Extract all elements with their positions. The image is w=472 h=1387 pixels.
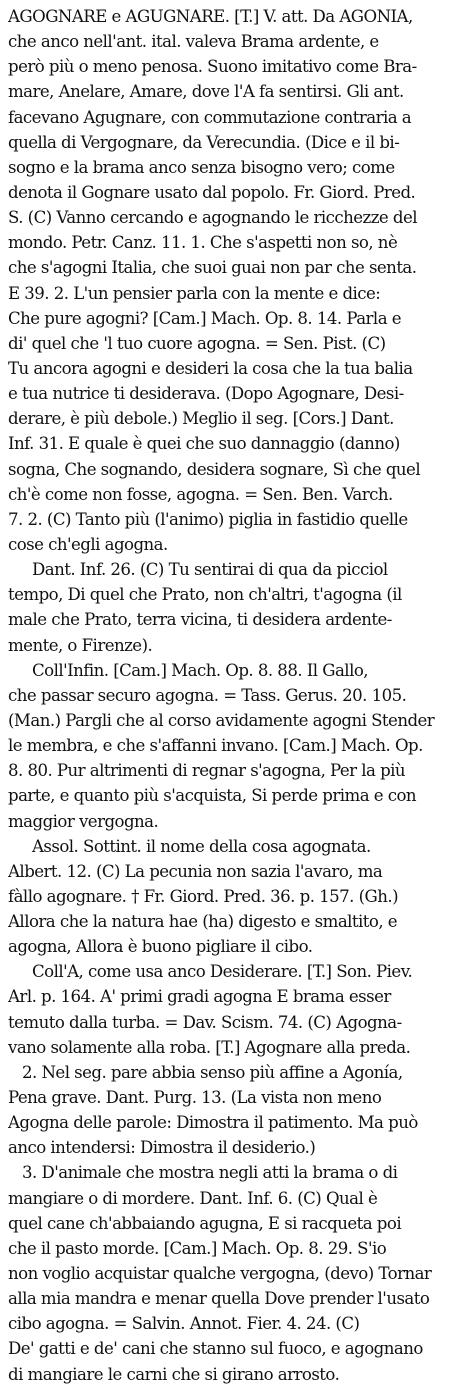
entry-line: (Man.) Pargli che al corso avidamente agogni Stender	[8, 710, 435, 730]
entry-line: 3. D'animale che mostra negli atti la brama o di	[22, 1163, 398, 1183]
entry-line: Inf. 31. E quale è quei che suo dannaggio (danno)	[8, 434, 400, 454]
entry-line: però più o meno penosa. Suono imitativo come Bra-	[8, 57, 417, 77]
entry-line: Agogna delle parole: Dimostra il patimento. Ma può	[8, 1113, 418, 1133]
entry-line: maggior vergogna.	[8, 811, 159, 831]
entry-line: che s'agogni Italia, che suoi guai non par che senta.	[8, 258, 417, 278]
entry-line: ch'è come non fosse, agogna. = Sen. Ben. Varch.	[8, 484, 393, 504]
entry-line: Arl. p. 164. A' primi gradi agogna E brama esser	[8, 987, 391, 1007]
entry-line: che passar securo agogna. = Tass. Gerus. 20. 105.	[8, 685, 407, 705]
entry-line: 8. 80. Pur altrimenti di regnar s'agogna, Per la più	[8, 761, 406, 781]
entry-line: parte, e quanto più s'acquista, Si perde prima e con	[8, 786, 417, 806]
entry-line: fàllo agognare. † Fr. Giord. Pred. 36. p. 157. (Gh.)	[8, 886, 399, 906]
entry-line: che anco nell'ant. ital. valeva Brama ardente, e	[8, 32, 379, 52]
entry-line: alla mia mandra e menar quella Dove prender l'usato	[8, 1289, 430, 1309]
entry-line: Che pure agogni? [Cam.] Mach. Op. 8. 14. Parla e	[8, 308, 402, 328]
entry-line: temuto dalla turba. = Dav. Scism. 74. (C) Agogna-	[8, 1012, 402, 1032]
entry-line: agogna, Allora è buono pigliare il cibo.	[8, 937, 313, 957]
entry-line: quel cane ch'abbaiando agugna, E si racqueta poi	[8, 1213, 402, 1233]
entry-line: Coll'Infin. [Cam.] Mach. Op. 8. 88. Il Gallo,	[32, 660, 368, 680]
entry-line: mare, Anelare, Amare, dove l'A fa sentirsi. Gli ant.	[8, 82, 404, 102]
entry-line: Pena grave. Dant. Purg. 13. (La vista non meno	[8, 1088, 382, 1108]
entry-line: che il pasto morde. [Cam.] Mach. Op. 8. 29. S'io	[8, 1238, 387, 1258]
entry-line: mangiare o di mordere. Dant. Inf. 6. (C) Qual è	[8, 1188, 378, 1208]
entry-line: sogno e la brama anco senza bisogno vero; come	[8, 157, 395, 177]
entry-line: vano solamente alla roba. [T.] Agognare alla preda.	[8, 1037, 411, 1057]
entry-line: Dant. Inf. 26. (C) Tu sentirai di qua da picciol	[32, 560, 388, 580]
entry-line: sogna, Che sognando, desidera sognare, Sì che quel	[8, 459, 421, 479]
entry-line: facevano Agugnare, con commutazione contraria a	[8, 107, 412, 127]
entry-line: Assol. Sottint. il nome della cosa agognata.	[32, 836, 371, 856]
entry-line: anco intendersi: Dimostra il desiderio.)	[8, 1138, 316, 1158]
entry-line: di mangiare le carni che si girano arrosto.	[8, 1364, 340, 1384]
entry-line: mondo. Petr. Canz. 11. 1. Che s'aspetti non so, nè	[8, 233, 398, 253]
entry-line: derare, è più debole.) Meglio il seg. [Cors.] Dant.	[8, 409, 394, 429]
entry-line: S. (C) Vanno cercando e agognando le ricchezze del	[8, 208, 417, 228]
entry-line: denota il Gognare usato dal popolo. Fr. Giord. Pred.	[8, 182, 416, 202]
entry-line: Allora che la natura hae (ha) digesto e smaltito, e	[8, 912, 398, 932]
entry-line: Tu ancora agogni e desideri la cosa che la tua balia	[8, 358, 413, 378]
entry-line: di' quel che 'l tuo cuore agogna. = Sen. Pist. (C)	[8, 333, 386, 353]
entry-line: mente, o Firenze).	[8, 635, 153, 655]
entry-line: AGOGNARE e AGUGNARE. [T.] V. att. Da AGONIA,	[8, 7, 413, 26]
entry-line: cibo agogna. = Salvin. Annot. Fier. 4. 24. (C)	[8, 1314, 360, 1334]
entry-line: cose ch'egli agogna.	[8, 534, 168, 554]
entry-line: E 39. 2. L'un pensier parla con la mente e dice:	[8, 283, 381, 303]
entry-line: le membra, e che s'affanni invano. [Cam.] Mach. Op.	[8, 736, 423, 756]
entry-line: 7. 2. (C) Tanto più (l'animo) piglia in fastidio quelle	[8, 509, 408, 529]
entry-line: 2. Nel seg. pare abbia senso più affine a Agonía,	[22, 1062, 403, 1082]
entry-line: Albert. 12. (C) La pecunia non sazia l'avaro, ma	[8, 861, 383, 881]
entry-line: male che Prato, terra vicina, ti desidera ardente-	[8, 610, 392, 630]
entry-line: De' gatti e de' cani che stanno sul fuoco, e agognano	[8, 1339, 423, 1359]
entry-line: quella di Vergognare, da Verecundia. (Dice e il bi-	[8, 132, 400, 152]
entry-line: tempo, Di quel che Prato, non ch'altri, t'agogna (il	[8, 585, 402, 605]
entry-line: Coll'A, come usa anco Desiderare. [T.] Son. Piev.	[32, 962, 413, 982]
entry-line: non voglio acquistar qualche vergogna, (devo) Tornar	[8, 1264, 432, 1284]
entry-line: e tua nutrice ti desiderava. (Dopo Agognare, Desi-	[8, 384, 404, 404]
